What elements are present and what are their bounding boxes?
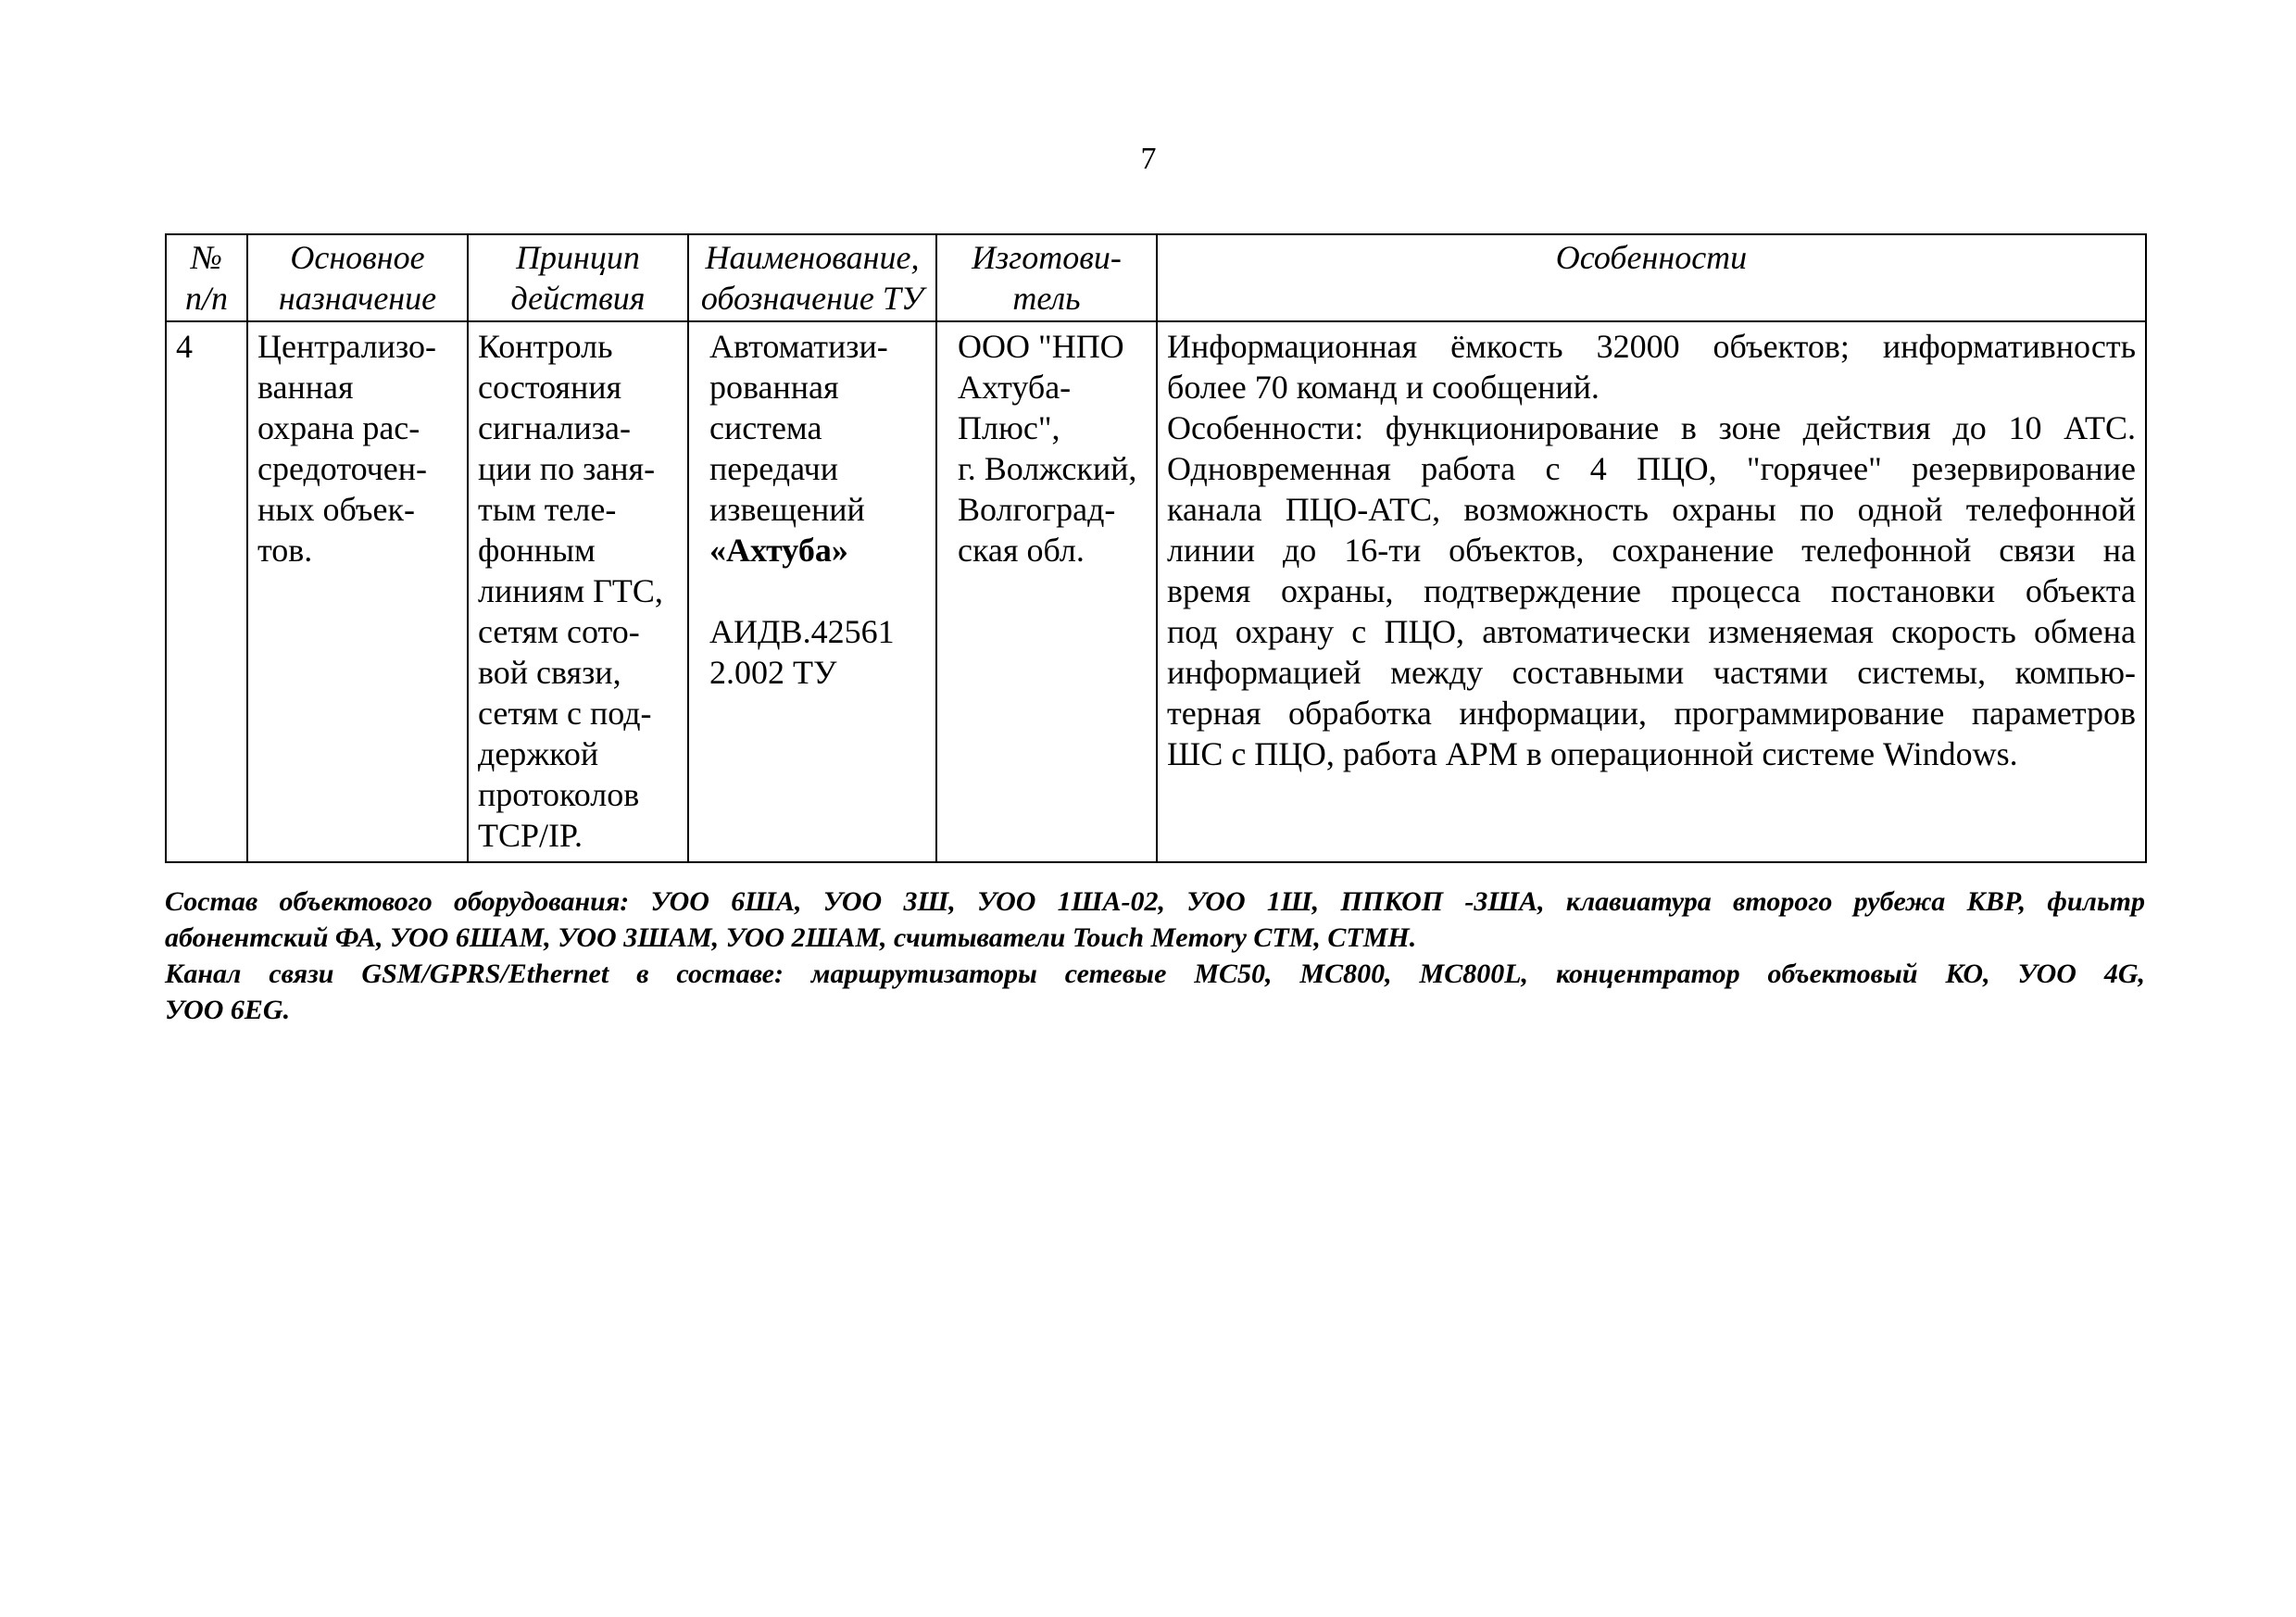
header-num: № п/п bbox=[166, 234, 247, 321]
header-principle: Принцип действия bbox=[468, 234, 688, 321]
tu-code: АИДВ.42561 bbox=[709, 613, 895, 650]
cell-purpose: Централизо- ванная охрана рас- средоточен- ных объек- тов. bbox=[247, 321, 468, 862]
notes-line: Состав объектового оборудования: УОО 6ША, УОО 3Ш, УОО 1ША-02, УОО 1Ш, ППКОП -3ША, клавиатура второго рубежа КВР, фильтр bbox=[165, 886, 2145, 917]
header-name: Наименование, обозначение ТУ bbox=[688, 234, 936, 321]
table-header-row bbox=[166, 234, 2146, 321]
header-features: Особенности bbox=[1157, 234, 2146, 321]
header-manufacturer: Изготови- тель bbox=[936, 234, 1157, 321]
table-row bbox=[166, 321, 2146, 862]
cell-features: Информационная ёмкость 32000 объектов; информативность более 70 команд и сообщений. Особенности: функционирование в зоне действия до 10 АТС. Одновременная работа с 4 ПЦО, "горячее" резервирование канала ПЦО-АТС, возможность охраны по одной телефонной линии до 16-ти объектов, сохранение телефонной связи на время охраны, подтверждение процесса постановки объекта под охрану с ПЦО, автоматически изменяемая скорость обмена информацией между составными частями системы, компью- терная обработка информации, программирование параметров ШС с ПЦО, работа АРМ в операционной системе Windows. bbox=[1157, 321, 2146, 862]
cell-name: Автоматизи- рованная система передачи извещений «Ахтуба» АИДВ.42561 2.002 ТУ bbox=[688, 321, 936, 862]
equipment-notes bbox=[165, 884, 2145, 1028]
notes-line: УОО 6EG. bbox=[165, 995, 291, 1025]
notes-line: абонентский ФА, УОО 6ШАМ, УОО 3ШАМ, УОО 2ШАМ, считыватели Touch Memory CTM, CTMH. bbox=[165, 922, 1417, 953]
cell-principle: Контроль состояния сигнализа- ции по заня- тым теле- фонным линиям ГТС, сетям сото- вой связи, сетям с под- держкой протоколов TCP/IP. bbox=[468, 321, 688, 862]
page-number: 7 bbox=[1140, 142, 1157, 176]
cell-num: 4 bbox=[166, 321, 247, 862]
notes-line: Канал связи GSM/GPRS/Ethernet в составе: маршрутизаторы сетевые МС50, МС800, МС800L, концентратор объектовый КО, УОО 4G, bbox=[165, 959, 2145, 989]
system-brand-name: «Ахтуба» bbox=[709, 532, 848, 569]
cell-manufacturer: ООО "НПО Ахтуба- Плюс", г. Волжский, Волгоград- ская обл. bbox=[936, 321, 1157, 862]
header-purpose: Основное назначение bbox=[247, 234, 468, 321]
equipment-table bbox=[165, 233, 2147, 863]
